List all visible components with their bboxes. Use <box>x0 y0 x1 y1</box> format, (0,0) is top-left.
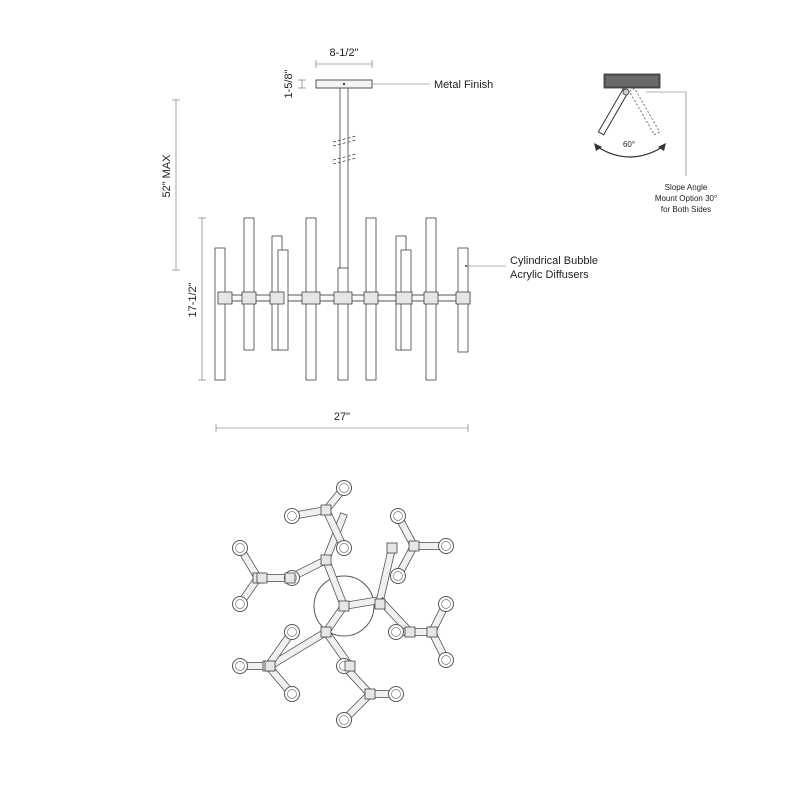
downrod <box>333 88 356 270</box>
arm-hub <box>257 573 267 583</box>
diffusers-label-line1: Cylindrical Bubble <box>510 255 599 267</box>
canopy-width-label: 8-1/2" <box>329 47 359 59</box>
diffuser-ring <box>389 625 404 640</box>
diffuser-ring <box>233 597 248 612</box>
arm-hub <box>321 505 331 515</box>
plan-arm <box>323 559 348 608</box>
slope-note-line3: for Both Sides <box>660 205 712 214</box>
arm-hub <box>321 627 331 637</box>
slope-detail <box>594 74 717 214</box>
callout-diffusers <box>465 255 598 281</box>
diffuser-ring <box>389 687 404 702</box>
diffuser-ring <box>391 569 406 584</box>
diffuser-ring <box>391 509 406 524</box>
diffuser-ring <box>439 539 454 554</box>
metal-finish-label: Metal Finish <box>434 79 494 91</box>
arm-hub <box>427 627 437 637</box>
body-height-label: 17-1/2" <box>187 282 199 318</box>
overall-height-label: 52" MAX <box>161 154 173 198</box>
slope-angle-label: 60° <box>622 140 636 149</box>
body-width-label: 27" <box>333 411 351 423</box>
diffuser-tube <box>244 218 254 350</box>
dim-body-height <box>187 218 206 380</box>
slope-note-line2: Mount Option 30° <box>654 194 718 203</box>
arm-hub <box>409 541 419 551</box>
diffuser-ring <box>233 659 248 674</box>
diffuser-tube <box>215 248 225 380</box>
dim-canopy-width <box>316 47 372 68</box>
plan-view <box>233 481 454 728</box>
diffuser-tube <box>338 268 348 380</box>
diffuser-ring <box>285 509 300 524</box>
arm-hub <box>265 661 275 671</box>
arm-hub <box>375 599 385 609</box>
diffuser-ring <box>285 625 300 640</box>
diffuser-ring <box>233 541 248 556</box>
arm-hub <box>365 689 375 699</box>
arm-hub <box>339 601 349 611</box>
arm-hub <box>285 573 295 583</box>
front-elevation <box>161 47 598 432</box>
slope-arm-dashed <box>629 89 659 135</box>
slope-arm-solid <box>598 89 629 135</box>
dim-overall-height <box>161 100 180 270</box>
diffuser-ring <box>337 481 352 496</box>
diffuser-ring <box>439 597 454 612</box>
canopy-height-label: 1-5/8" <box>283 69 295 99</box>
callout-metal-finish <box>372 79 493 91</box>
dim-body-width <box>216 411 468 432</box>
arm-hub <box>345 661 355 671</box>
diffuser-ring <box>439 653 454 668</box>
arm-hub <box>405 627 415 637</box>
arm-hub <box>387 543 397 553</box>
diffuser-ring <box>337 541 352 556</box>
arm-hub <box>321 555 331 565</box>
dim-canopy-height <box>283 69 306 98</box>
diffuser-ring <box>285 687 300 702</box>
bar-joints <box>218 292 470 304</box>
diffuser-ring <box>337 713 352 728</box>
diffusers-label-line2: Acrylic Diffusers <box>510 269 589 281</box>
slope-note-line1: Slope Angle <box>664 183 708 192</box>
